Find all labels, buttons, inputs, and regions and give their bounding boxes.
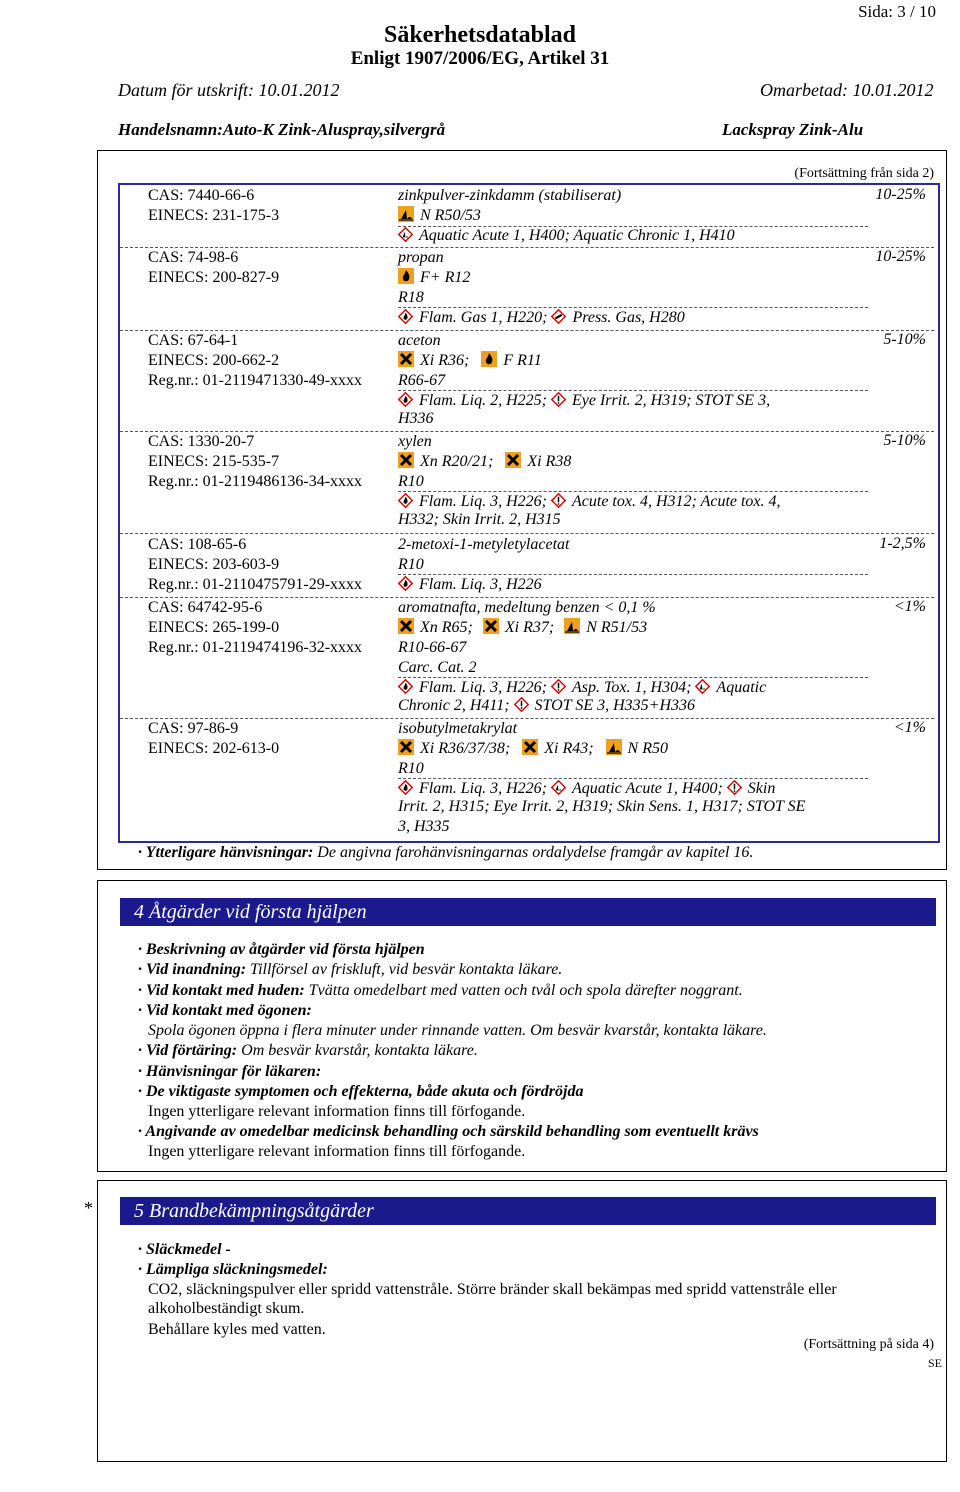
ghs-exclamation-icon: [551, 392, 566, 407]
ghs-flame-icon: [398, 679, 413, 694]
suitable-media-text: alkoholbeständigt skum.: [148, 1300, 305, 1317]
cas-number: CAS: 64742-95-6: [148, 599, 263, 616]
percent: 10-25%: [875, 186, 926, 203]
ghs-exclamation-icon: [551, 493, 566, 508]
substance-name: aceton: [398, 332, 441, 349]
percent: <1%: [893, 719, 926, 736]
inhalation: · Vid inandning: Tillförsel av friskluft, vid besvär kontakta läkare.: [138, 961, 563, 978]
percent: 1-2,5%: [879, 535, 926, 552]
harmful-x-icon: [398, 351, 414, 367]
hazard-line: H336: [398, 410, 434, 427]
hazard-line: N R50/53: [398, 206, 481, 226]
harmful-x-icon: [522, 739, 538, 755]
ghs-gas-cylinder-icon: [551, 309, 566, 324]
hazard-line: R10: [398, 760, 424, 777]
symptoms-text: Ingen ytterligare relevant information finns till förfogande.: [148, 1103, 526, 1120]
cas-number: CAS: 74-98-6: [148, 249, 239, 266]
hazard-line: R18: [398, 289, 424, 306]
einecs-number: EINECS: 200-827-9: [148, 269, 280, 286]
reg-number: Reg.nr.: 01-2110475791-29-xxxx: [148, 576, 363, 593]
treatment-text: Ingen ytterligare relevant information finns till förfogande.: [148, 1143, 526, 1160]
hazard-line: Flam. Liq. 3, H226; Aquatic Acute 1, H400; Skin: [398, 779, 775, 799]
hazard-line: H332; Skin Irrit. 2, H315: [398, 511, 561, 528]
hazard-line: Flam. Liq. 3, H226; Acute tox. 4, H312; Acute tox. 4,: [398, 492, 781, 512]
row-divider: [120, 718, 934, 719]
hazard-line: R66-67: [398, 372, 446, 389]
print-date: Datum för utskrift: 10.01.2012: [118, 80, 340, 100]
cas-number: CAS: 7440-66-6: [148, 187, 255, 204]
treatment-label: · Angivande av omedelbar medicinsk behandling och särskild behandling som eventuellt krävs: [138, 1123, 759, 1140]
page-number: Sida: 3 / 10: [858, 2, 936, 21]
continued-from: (Fortsättning från sida 2): [794, 166, 934, 181]
row-divider: [120, 330, 934, 331]
revision-date: Omarbetad: 10.01.2012: [760, 80, 934, 100]
hazard-line: Xi R36/37/38; Xi R43; N R50: [398, 739, 668, 759]
ghs-flame-icon: [398, 780, 413, 795]
harmful-x-icon: [398, 452, 414, 468]
skin-contact: · Vid kontakt med huden: Tvätta omedelbart med vatten och tvål och spola därefter noggrant.: [138, 982, 743, 999]
ghs-exclamation-icon: [514, 697, 529, 712]
environment-icon: [398, 206, 414, 222]
environment-icon: [564, 618, 580, 634]
environment-icon: [606, 739, 622, 755]
hazard-line: Flam. Gas 1, H220; Press. Gas, H280: [398, 308, 685, 328]
ghs-flame-icon: [398, 493, 413, 508]
hazard-line: Xn R65; Xi R37; N R51/53: [398, 618, 647, 638]
further-references: · Ytterligare hänvisningar: De angivna farohänvisningarnas ordalydelse framgår av kapitel 16.: [138, 844, 754, 861]
extinguishing-media: · Släckmedel -: [138, 1241, 231, 1258]
suitable-media-label: · Lämpliga släckningsmedel:: [138, 1261, 328, 1278]
product-name: Lackspray Zink-Alu: [722, 120, 864, 139]
trade-name: Handelsnamn:Auto-K Zink-Aluspray,silvergrå: [118, 120, 446, 139]
hazard-line: R10-66-67: [398, 639, 467, 656]
ingestion: · Vid förtäring: Om besvär kvarstår, kontakta läkare.: [138, 1042, 478, 1059]
harmful-x-icon: [483, 618, 499, 634]
cas-number: CAS: 1330-20-7: [148, 433, 255, 450]
harmful-x-icon: [398, 618, 414, 634]
document-subtitle: Enligt 1907/2006/EG, Artikel 31: [350, 48, 610, 69]
hazard-line: Flam. Liq. 3, H226; Asp. Tox. 1, H304; Aquatic: [398, 678, 766, 698]
hazard-line: R10: [398, 473, 424, 490]
substance-name: isobutylmetakrylat: [398, 720, 518, 737]
symptoms-label: · De viktigaste symptomen och effekterna, både akuta och fördröjda: [138, 1083, 584, 1100]
hazard-line: Xn R20/21; Xi R38: [398, 452, 571, 472]
hazard-line: R10: [398, 556, 424, 573]
hazard-line: Flam. Liq. 2, H225; Eye Irrit. 2, H319; STOT SE 3,: [398, 391, 770, 411]
ghs-flame-icon: [398, 576, 413, 591]
ghs-health-hazard-icon: [551, 679, 566, 694]
cas-number: CAS: 97-86-9: [148, 720, 239, 737]
harmful-x-icon: [505, 452, 521, 468]
harmful-x-icon: [398, 739, 414, 755]
einecs-number: EINECS: 200-662-2: [148, 352, 280, 369]
reg-number: Reg.nr.: 01-2119474196-32-xxxx: [148, 639, 363, 656]
language-code: SE: [927, 1356, 942, 1370]
revision-marker: *: [84, 1198, 93, 1218]
hazard-line: 3, H335: [398, 818, 450, 835]
ghs-exclamation-icon: [727, 780, 742, 795]
section5-title: 5 Brandbekämpningsåtgärder: [120, 1197, 936, 1225]
cas-number: CAS: 108-65-6: [148, 536, 247, 553]
reg-number: Reg.nr.: 01-2119471330-49-xxxx: [148, 372, 363, 389]
hazard-line: Aquatic Acute 1, H400; Aquatic Chronic 1, H410: [398, 226, 735, 246]
section4-title: 4 Åtgärder vid första hjälpen: [120, 898, 936, 926]
einecs-number: EINECS: 265-199-0: [148, 619, 280, 636]
document-title: Säkerhetsdatablad: [383, 22, 577, 48]
cas-number: CAS: 67-64-1: [148, 332, 239, 349]
substance-name: aromatnafta, medeltung benzen < 0,1 %: [398, 599, 656, 616]
cooling-text: Behållare kyles med vatten.: [148, 1321, 326, 1338]
ghs-environment-icon: [695, 679, 710, 694]
einecs-number: EINECS: 231-175-3: [148, 207, 280, 224]
ghs-environment-icon: [551, 780, 566, 795]
first-aid-description: · Beskrivning av åtgärder vid första hjälpen: [138, 941, 425, 958]
percent: <1%: [893, 598, 926, 615]
flame-icon: [398, 268, 414, 284]
reg-number: Reg.nr.: 01-2119486136-34-xxxx: [148, 473, 363, 490]
flame-icon: [481, 351, 497, 367]
hazard-line: Flam. Liq. 3, H226: [398, 575, 542, 595]
ghs-flame-icon: [398, 392, 413, 407]
row-divider: [120, 247, 934, 248]
hazard-line: Chronic 2, H411; STOT SE 3, H335+H336: [398, 697, 695, 714]
substance-name: zinkpulver-zinkdamm (stabiliserat): [398, 187, 622, 204]
ghs-flame-icon: [398, 309, 413, 324]
row-divider: [120, 533, 934, 534]
einecs-number: EINECS: 203-603-9: [148, 556, 280, 573]
einecs-number: EINECS: 202-613-0: [148, 740, 280, 757]
percent: 10-25%: [875, 248, 926, 265]
substance-name: 2-metoxi-1-metyletylacetat: [398, 536, 570, 553]
hazard-line: F+ R12: [398, 268, 470, 288]
percent: 5-10%: [883, 432, 926, 449]
hazard-line: Carc. Cat. 2: [398, 659, 477, 676]
doctor-notes: · Hänvisningar för läkaren:: [138, 1063, 322, 1080]
substance-name: xylen: [398, 433, 432, 450]
percent: 5-10%: [883, 331, 926, 348]
ghs-environment-icon: [398, 227, 413, 242]
eye-contact-label: · Vid kontakt med ögonen:: [138, 1002, 312, 1019]
continued-on: (Fortsättning på sida 4): [803, 1337, 934, 1352]
suitable-media-text: CO2, släckningspulver eller spridd vattenstråle. Större bränder skall bekämpas med spridd vattenstråle eller: [148, 1281, 837, 1298]
hazard-line: Xi R36; F R11: [398, 351, 542, 371]
substance-name: propan: [398, 249, 444, 266]
einecs-number: EINECS: 215-535-7: [148, 453, 280, 470]
hazard-line: Irrit. 2, H315; Eye Irrit. 2, H319; Skin Sens. 1, H317; STOT SE: [398, 798, 806, 815]
eye-contact-text: Spola ögonen öppna i flera minuter under rinnande vatten. Om besvär kvarstår, kontakta läkare.: [148, 1022, 767, 1039]
